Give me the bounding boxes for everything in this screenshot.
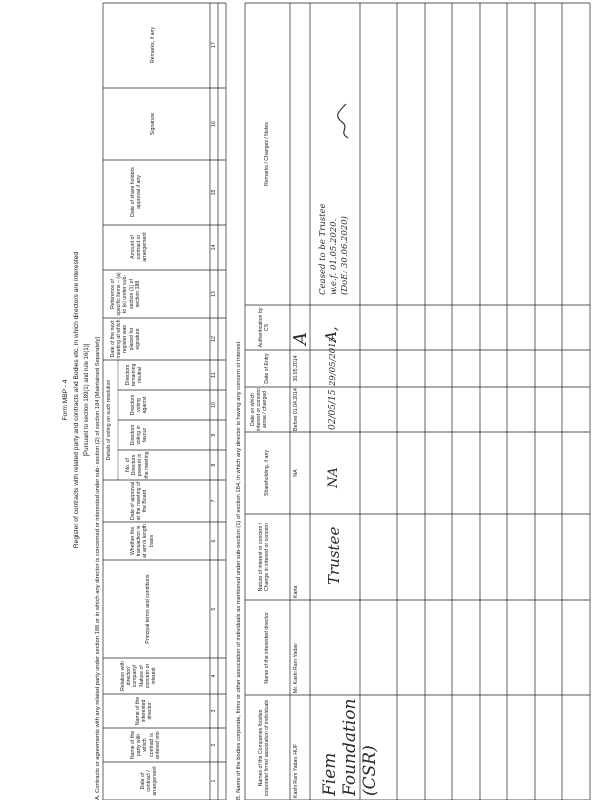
header-next-meeting: Date of the next meeting at which register was placed for signature bbox=[110, 319, 141, 359]
header-party-name: Name of the party with which contract is entered into bbox=[130, 730, 161, 760]
header-date-arose: Date on which interest or concern arose / changed bbox=[250, 388, 269, 431]
col-number: 17 bbox=[211, 42, 217, 48]
header-remarks: Remarks, if any bbox=[150, 26, 156, 64]
header-date-of-entry: Date of Entry bbox=[264, 353, 270, 384]
row2-auth-initial: A, bbox=[322, 326, 340, 342]
col-number: 1 bbox=[211, 779, 217, 783]
row1-nature: Karta bbox=[293, 585, 299, 598]
form-title: Form MBP - 4 bbox=[62, 379, 69, 421]
row2-remarks-line1: Ceased to be Trustee bbox=[318, 203, 328, 295]
header-remarks-b: Remarks / Changes / Notes bbox=[264, 122, 270, 186]
row2-date-entry: 29/05/2015 bbox=[328, 337, 338, 386]
col-number: 12 bbox=[211, 336, 217, 342]
header-voting-details: Details of voting on such resolution bbox=[106, 379, 112, 461]
col-number: 14 bbox=[211, 244, 217, 251]
header-signature: Signature bbox=[150, 112, 156, 136]
header-remaining-neutral: Directors remaining neutral bbox=[125, 363, 144, 387]
header-nature-interest: Nature of interest or concern / Change in interest or concern bbox=[258, 522, 271, 592]
header-shareholder-approval: Date of share holders approval if any bbox=[130, 167, 143, 217]
row2-remarks-line3: (DoE: 30.06.2020) bbox=[340, 215, 350, 295]
header-interested-director: Name of the interested director bbox=[135, 696, 154, 726]
row2-date-arose: 02/05/15 bbox=[328, 389, 338, 430]
header-shareholding: Shareholding, if any bbox=[264, 450, 270, 496]
col-number: 13 bbox=[211, 291, 217, 297]
part-a-heading: A. Contracts or agreements with any related party under section 188 or in which any director is concerned or interested under sub- section (2) of section 184 [Maintained Separately] bbox=[95, 336, 101, 800]
col-number: 16 bbox=[211, 121, 217, 127]
col-number: 5 bbox=[211, 607, 217, 611]
row2-nature: Trustee bbox=[325, 526, 343, 585]
row1-shareholding: NA bbox=[293, 469, 299, 477]
col-number: 11 bbox=[211, 372, 217, 378]
header-amount: Amount of contract or arrangement bbox=[130, 232, 149, 262]
header-principal-terms: Principal terms and conditions bbox=[145, 574, 151, 644]
row1-auth-initial: A bbox=[290, 332, 311, 345]
col-number: 6 bbox=[211, 539, 217, 543]
col-number: 3 bbox=[211, 709, 217, 713]
form-subtitle: Register of contracts with related party and contracts and Bodies etc. in which directors are interested bbox=[73, 251, 80, 549]
part-b-heading: B. Name of the bodies corporate, firms or other association of individuals as mentioned under sub-section (1) of section 184, in which any director is having any concern or interest bbox=[236, 341, 242, 800]
row1-date-entry: 30.05.2014 bbox=[293, 355, 299, 382]
header-date-of-approval: Date of approval at the meeting of the Board bbox=[130, 481, 149, 521]
header-votes-against: Directors voting against bbox=[130, 394, 149, 416]
header-company-names: Names of the Companies /bodies corporate/ firms/ association of individuals bbox=[258, 699, 271, 797]
col-number: 4 bbox=[211, 674, 217, 678]
row1-company: Kashi Ram Yadav, HUF bbox=[293, 743, 299, 798]
header-reference-items: Reference of specific items – (a) to (e) under sub-section (1) of section 188 bbox=[110, 272, 141, 316]
row2-remarks-line2: w.e.f. 01.05.2020. bbox=[329, 218, 339, 295]
col-number: 7 bbox=[211, 499, 217, 503]
col-number: 15 bbox=[211, 189, 217, 196]
header-relation: Relation with director/ company/ Nature of concern or interest bbox=[120, 661, 158, 691]
header-directors-present: No. of Directors present in the meeting bbox=[125, 451, 150, 479]
col-number: 2 bbox=[211, 743, 217, 747]
col-number: 10 bbox=[211, 402, 217, 408]
header-date-of-contract: Date of contract / arrangement bbox=[140, 766, 159, 796]
header-votes-favour: Directors voting in favour bbox=[130, 424, 149, 446]
col-number: 9 bbox=[211, 433, 217, 437]
col-number: 8 bbox=[211, 463, 217, 467]
header-interested-director-b: Name of the interested director bbox=[264, 612, 270, 684]
signature-scribble bbox=[336, 100, 352, 140]
header-authentication: Authentication by CS bbox=[258, 307, 271, 348]
row1-director: Mr. Kashi Ram Yadav bbox=[293, 643, 299, 693]
rule-reference: [Pursuant to section 189(1) and rule 16(1)] bbox=[84, 343, 90, 457]
row2-shareholding: NA bbox=[326, 467, 341, 488]
row1-date-arose: Before 01.04.2014 bbox=[293, 388, 299, 431]
header-arms-length: Whether the transaction is at arm's length basis bbox=[130, 524, 155, 558]
row2-company: Fiem Foundation (CSR) bbox=[320, 698, 380, 796]
